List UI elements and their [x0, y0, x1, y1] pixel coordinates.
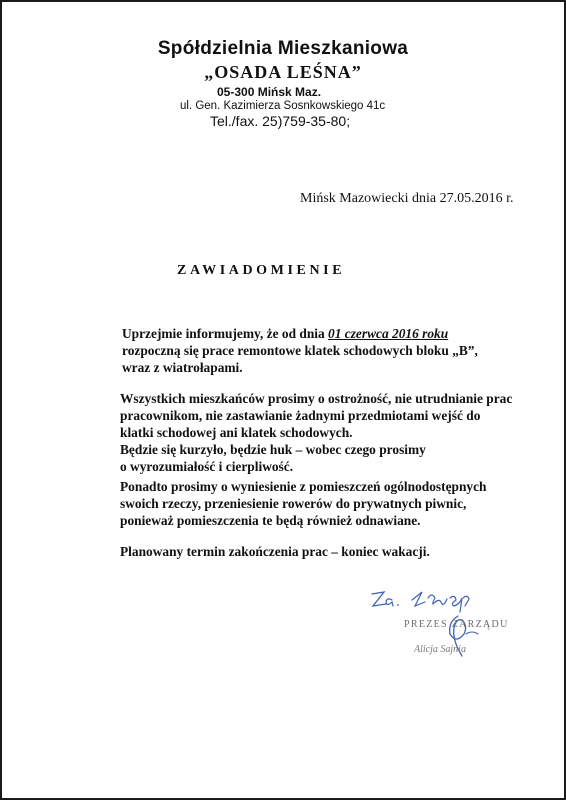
paragraph-line: klatki schodowej ani klatek schodowych.: [120, 425, 353, 440]
paragraph-line: wraz z wiatrołapami.: [122, 360, 243, 375]
start-date-highlight: 01 czerwca 2016 roku: [328, 326, 449, 341]
org-name: Spółdzielnia Mieszkaniowa: [157, 38, 409, 59]
paragraph-start-date: [122, 325, 478, 376]
paragraph-line: Wszystkich mieszkańców prosimy o ostrożność, nie utrudnianie prac: [120, 391, 513, 406]
paragraph-line: swoich rzeczy, przeniesienie rowerów do prywatnych piwnic,: [120, 496, 467, 511]
paragraph-text: Uprzejmie informujemy, że od dnia: [122, 326, 329, 341]
paragraph-request: [120, 390, 512, 475]
org-phone: Tel./fax. 25)759-35-80;: [210, 113, 351, 129]
stamp-name: Alicja Sajnia: [414, 644, 466, 655]
paragraph-line: pracownikom, nie zastawianie żadnymi przedmiotami wejść do: [120, 408, 481, 423]
paragraph-line: [122, 325, 478, 342]
paragraph-line: rozpoczną się prace remontowe klatek schodowych bloku „B”,: [122, 343, 478, 358]
date-line: Mińsk Mazowiecki dnia 27.05.2016 r.: [300, 191, 514, 206]
org-street-address: ul. Gen. Kazimierza Sosnkowskiego 41c: [180, 100, 386, 112]
signature-block: [362, 582, 542, 672]
paragraph-line: ponieważ pomieszczenia te będą również odnawiane.: [120, 513, 421, 528]
document-title: ZAWIADOMIENIE: [177, 263, 346, 278]
paragraph-line: o wyrozumiałość i cierpliwość.: [120, 459, 294, 474]
paragraph-belongings: [120, 478, 487, 529]
paragraph-line: Planowany termin zakończenia prac – koniec wakacji.: [120, 544, 430, 559]
stamp-title: PREZES ZARZĄDU: [404, 619, 509, 630]
paragraph-line: Będzie się kurzyło, będzie huk – wobec czego prosimy: [120, 442, 426, 457]
paragraph-line: Ponadto prosimy o wyniesienie z pomieszczeń ogólnodostępnych: [120, 479, 487, 494]
paragraph-end-date: [120, 543, 430, 560]
org-postal-address: 05-300 Mińsk Maz.: [217, 85, 322, 99]
org-subtitle: „OSADA LEŚNA”: [204, 62, 362, 82]
